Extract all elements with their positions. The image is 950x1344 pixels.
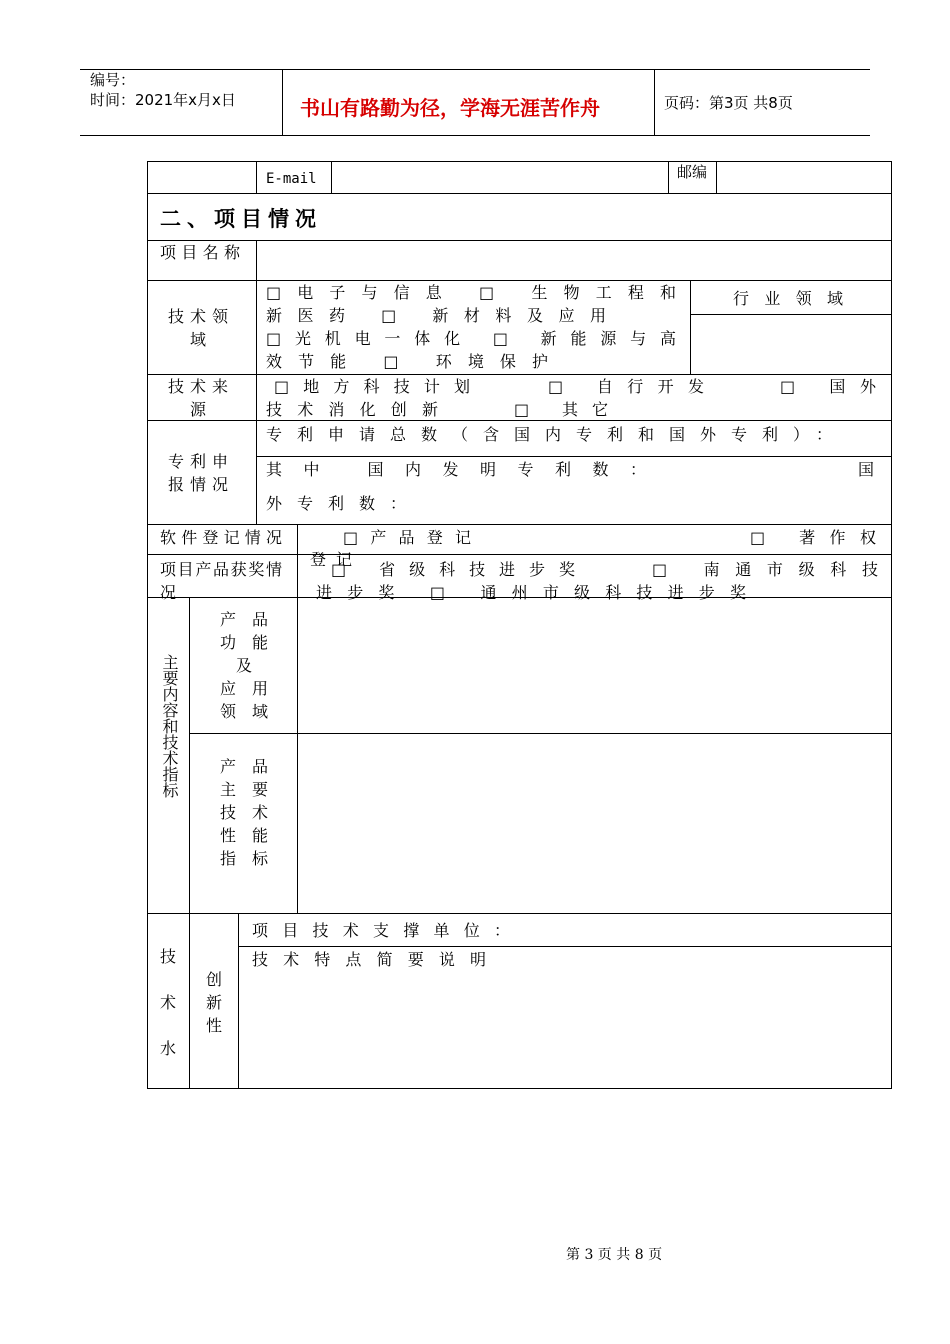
- doc-number-label: 编号：: [90, 71, 136, 89]
- patent-label: 专利申报情况: [167, 452, 234, 494]
- header-top-rule: [80, 69, 870, 70]
- row-line: [147, 193, 892, 194]
- software-copyright-tail: 登记: [310, 550, 363, 569]
- innovation-label: 新: [205, 993, 222, 1012]
- tech-field-option-line: 新医药 □ 新材料及应用: [266, 306, 606, 325]
- patent-foreign-prefix: 国: [858, 460, 875, 479]
- innovation-label: 创: [205, 970, 222, 989]
- col-line: [256, 240, 257, 524]
- label-line: 性能: [220, 826, 268, 845]
- col-line: [297, 524, 298, 597]
- industry-field-label: 行业领域: [733, 289, 843, 308]
- main-content-label: 主要内容和技术指标: [160, 654, 179, 798]
- header-bottom-rule: [80, 135, 870, 136]
- tech-source-option: □ 其它: [514, 400, 608, 419]
- software-product-option: □产品登记: [343, 528, 471, 547]
- label-line: 应用: [220, 679, 268, 698]
- row-line: [147, 240, 892, 241]
- feature-description-label: 技术特点简要说明: [252, 950, 486, 969]
- postal-code-label: 邮编: [676, 163, 707, 181]
- innovation-label: 性: [205, 1016, 222, 1035]
- row-line: [147, 524, 892, 525]
- col-line: [716, 161, 717, 193]
- tech-source-label: 技术来源: [167, 377, 234, 419]
- support-unit-label: 项目技术支撑单位：: [252, 921, 510, 940]
- tech-level-label: 技: [159, 947, 176, 966]
- page-footer: 第 3 页 共 8 页: [566, 1247, 663, 1263]
- award-option: □ 南通市级科技: [652, 560, 878, 579]
- header-divider: [654, 69, 655, 136]
- award-option: □ 省级科技进步奖: [331, 560, 575, 579]
- label-line: 技术: [220, 803, 268, 822]
- header-divider: [282, 69, 283, 136]
- patent-foreign-label: 外专利数：: [266, 494, 406, 513]
- row-line: [147, 913, 892, 914]
- col-line: [297, 597, 298, 913]
- performance-indicator-label: [210, 755, 278, 870]
- email-label: E-mail: [266, 171, 317, 187]
- col-line: [668, 161, 669, 193]
- col-line: [256, 161, 257, 193]
- tech-level-label: 术: [159, 993, 176, 1012]
- tech-field-option-line: □光机电一体化 □ 新能源与高: [266, 329, 676, 348]
- doc-time-label: 时间：2021年x月x日: [90, 91, 236, 109]
- table-border: [147, 161, 148, 1088]
- col-line: [189, 913, 190, 1088]
- page-number-label: 页码：第3页 共8页: [664, 94, 793, 112]
- software-copyright-option: □ 著作权: [750, 528, 876, 547]
- tech-level-label: 水: [159, 1039, 176, 1058]
- col-line: [238, 913, 239, 1088]
- software-registration-label: 软件登记情况: [160, 528, 282, 547]
- function-application-label: [210, 608, 278, 723]
- table-border: [147, 1088, 892, 1089]
- label-line: 主要: [220, 780, 268, 799]
- row-line: [189, 733, 892, 734]
- table-border: [147, 161, 892, 162]
- row-line: [147, 554, 892, 555]
- tech-field-option-line: □电子与信息 □ 生物工程和: [266, 283, 676, 302]
- row-line: [690, 314, 892, 315]
- label-line: 功能: [220, 633, 268, 652]
- project-name-label: 项目名称: [160, 243, 240, 262]
- row-line: [256, 456, 892, 457]
- tech-field-label: 技术领域: [167, 307, 234, 349]
- award-option: 进步奖 □ 通州市级科技进步奖: [316, 583, 746, 602]
- tech-source-option: □地方科技计划: [274, 377, 470, 396]
- section-title: 二、项目情况: [160, 207, 322, 231]
- header-slogan: 书山有路勤为径，学海无涯苦作舟: [300, 96, 600, 120]
- award-label: 项目产品获奖情况: [160, 560, 282, 602]
- label-line: 产品: [220, 757, 268, 776]
- tech-source-option: □ 国外: [780, 377, 876, 396]
- patent-total-label: 专利申请总数（含国内专利和国外专利）：: [266, 425, 832, 444]
- label-line: 产品: [220, 610, 268, 629]
- tech-source-option: □ 自行开发: [548, 377, 704, 396]
- label-line: 领域: [220, 702, 268, 721]
- patent-domestic-label: 其中 国内发明专利数：: [266, 460, 646, 479]
- col-line: [331, 161, 332, 193]
- label-line: 及: [235, 656, 252, 675]
- label-line: 指标: [220, 849, 268, 868]
- col-line: [189, 597, 190, 913]
- col-line: [690, 280, 691, 374]
- row-line: [238, 946, 892, 947]
- table-border: [891, 161, 892, 1088]
- tech-source-option: 技术消化创新: [266, 400, 438, 419]
- tech-field-option-line: 效节能 □ 环境保护: [266, 352, 548, 371]
